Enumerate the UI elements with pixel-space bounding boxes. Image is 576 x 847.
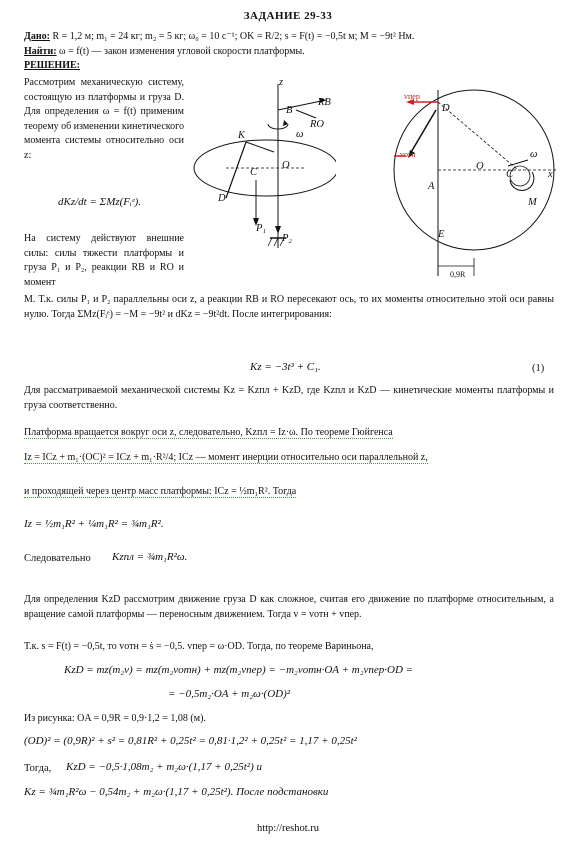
fig-right-label-omega: ω xyxy=(530,149,538,160)
given-label: Дано: xyxy=(24,31,50,42)
fig-right-label-09r: 0,9R xyxy=(450,270,466,279)
fig-right-label-vper: vпер xyxy=(404,92,420,101)
fig-left-label-p1: P₁ xyxy=(256,223,267,234)
find-line xyxy=(24,45,554,60)
platform-paragraph-a xyxy=(24,426,554,441)
page-title: ЗАДАНИЕ 29-33 xyxy=(243,10,333,22)
equation-iz: Iz = ½m₁R² + ¼m₁R² = ¾m₁R². xyxy=(24,518,164,530)
fig-left-label-c: C xyxy=(250,167,258,178)
forces-paragraph: На систему действуют внешние силы: силы тяжести платформы и груза P₁ и P₂, реакции RB и RO и момент xyxy=(24,233,184,288)
fig-right-label-m: M xyxy=(528,197,537,208)
platform-text-c: и проходящей через центр масс платформы: ICz = ½m₁R². Тогда xyxy=(24,486,297,497)
fig-left-label-z: z xyxy=(279,77,284,88)
fig-right-label-o: O xyxy=(476,161,484,172)
given-text: R = 1,2 м; m₁ = 24 кг; m₂ = 5 кг; ω₀ = 10 с⁻¹; OK = R/2; s = F(t) = −0,5t м; M = −9t² Нм. xyxy=(52,31,415,42)
equation-od: (OD)² = (0,9R)² + s² = 0,81R² + 0,25t² = 0,81·1,2² + 0,25t² = 1,17 + 0,25t² xyxy=(24,735,357,747)
equation-kpl-label: Следовательно xyxy=(24,553,91,564)
fig-right-label-c: C xyxy=(506,169,514,180)
find-label: Найти: xyxy=(24,46,57,57)
intro-formula: dKz/dt = ΣMz(Fᵢᵉ). xyxy=(58,196,142,208)
load-paragraph-2: Т.к. s = F(t) = −0,5t, то vотн = ṡ = −0,5. vпер = ω·OD. Тогда, по теореме Вариньона, xyxy=(24,641,374,652)
system-paragraph: Для рассматриваемой механической системы Kz = Kzпл + KzD, где Kzпл и KzD — кинетические моменты платформы и груза соответственно. xyxy=(24,385,554,411)
fig-left-label-o: O xyxy=(282,160,290,171)
platform-paragraph-c xyxy=(24,485,554,500)
fig-right-label-votn: vотн xyxy=(400,150,416,159)
equation-kd-1: KzD = mz(m₂v) = mz(m₂vотн) + mz(m₂vпер) = −m₂vотн·OA + m₂vпер·OD = xyxy=(64,664,414,676)
fig-left-label-omega: ω xyxy=(296,129,304,140)
fig-left-label-k: K xyxy=(238,130,246,141)
fig-left-label-rb: RB xyxy=(318,97,331,108)
solution-heading xyxy=(24,59,554,74)
platform-paragraph-b xyxy=(24,451,554,466)
equation-kd-label: Тогда, xyxy=(24,763,52,774)
given-line xyxy=(24,30,554,45)
equation-kd-3: KzD = −0,5·1,08m₂ + m₂ω·(1,17 + 0,25t²) и xyxy=(66,761,262,773)
equation-1: Kz = −3t³ + C₁. xyxy=(250,361,321,373)
equation-final: Kz = ¾m₁R²ω − 0,54m₂ + m₂ω·(1,17 + 0,25t²). После подстановки xyxy=(24,786,329,798)
solution-label: РЕШЕНИЕ: xyxy=(24,60,80,71)
fig-left-label-b: B xyxy=(286,105,293,116)
equation-kd-2: = −0,5m₂·OA + m₂ω·(OD)² xyxy=(168,688,291,700)
fig-left-label-p2: P₂ xyxy=(282,233,293,244)
equation-kpl: Kzпл = ¾m₁R²ω. xyxy=(112,551,188,563)
top-view-figure xyxy=(388,80,560,278)
fig-right-label-x: x xyxy=(548,169,553,180)
figure-readout: Из рисунка: OA = 0,9R = 0,9·1,2 = 1,08 (м). xyxy=(24,713,206,724)
load-paragraph: Для определения KzD рассмотрим движение груза D как сложное, считая его движение по платформе относительным, а вращение самой платформы — переносным движением. Тогда v = vотн + vпер. xyxy=(24,594,554,620)
footer-url[interactable]: http://reshot.ru xyxy=(256,823,320,834)
fig-left-label-ro: RO xyxy=(310,119,324,130)
intro-paragraph: Рассмотрим механическую систему, состоящую из платформы и груза D. Для определения ω = f(t) применим теорему об изменении кинетического момента системы относительно оси z: xyxy=(24,77,185,161)
fig-right-label-a: A xyxy=(428,181,435,192)
platform-text-a: Платформа вращается вокруг оси z, следовательно, Kzпл = Iz·ω. По теореме Гюйгенса xyxy=(24,427,393,438)
platform-text-b: Iz = ICz + m₁·(OC)² = ICz + m₁·R²/4; ICz — момент инерции относительно оси параллельной z, xyxy=(24,452,428,463)
fig-right-label-d: D xyxy=(442,103,450,114)
fig-right-label-e: E xyxy=(438,229,445,240)
fig-left-label-d: D xyxy=(218,193,226,204)
equation-1-number: (1) xyxy=(532,363,545,374)
moments-paragraph: M. Т.к. силы P₁ и P₂ параллельны оси z, а реакции RB и RO пересекают ось, то их моменты относительно этой оси равны нулю. Тогда ΣMz(Fᵢᵉ) = −M = −9t² и dKz = −9t²dt. После интегрирования: xyxy=(24,294,554,320)
find-text: ω = f(t) — закон изменения угловой скорости платформы. xyxy=(59,46,305,57)
